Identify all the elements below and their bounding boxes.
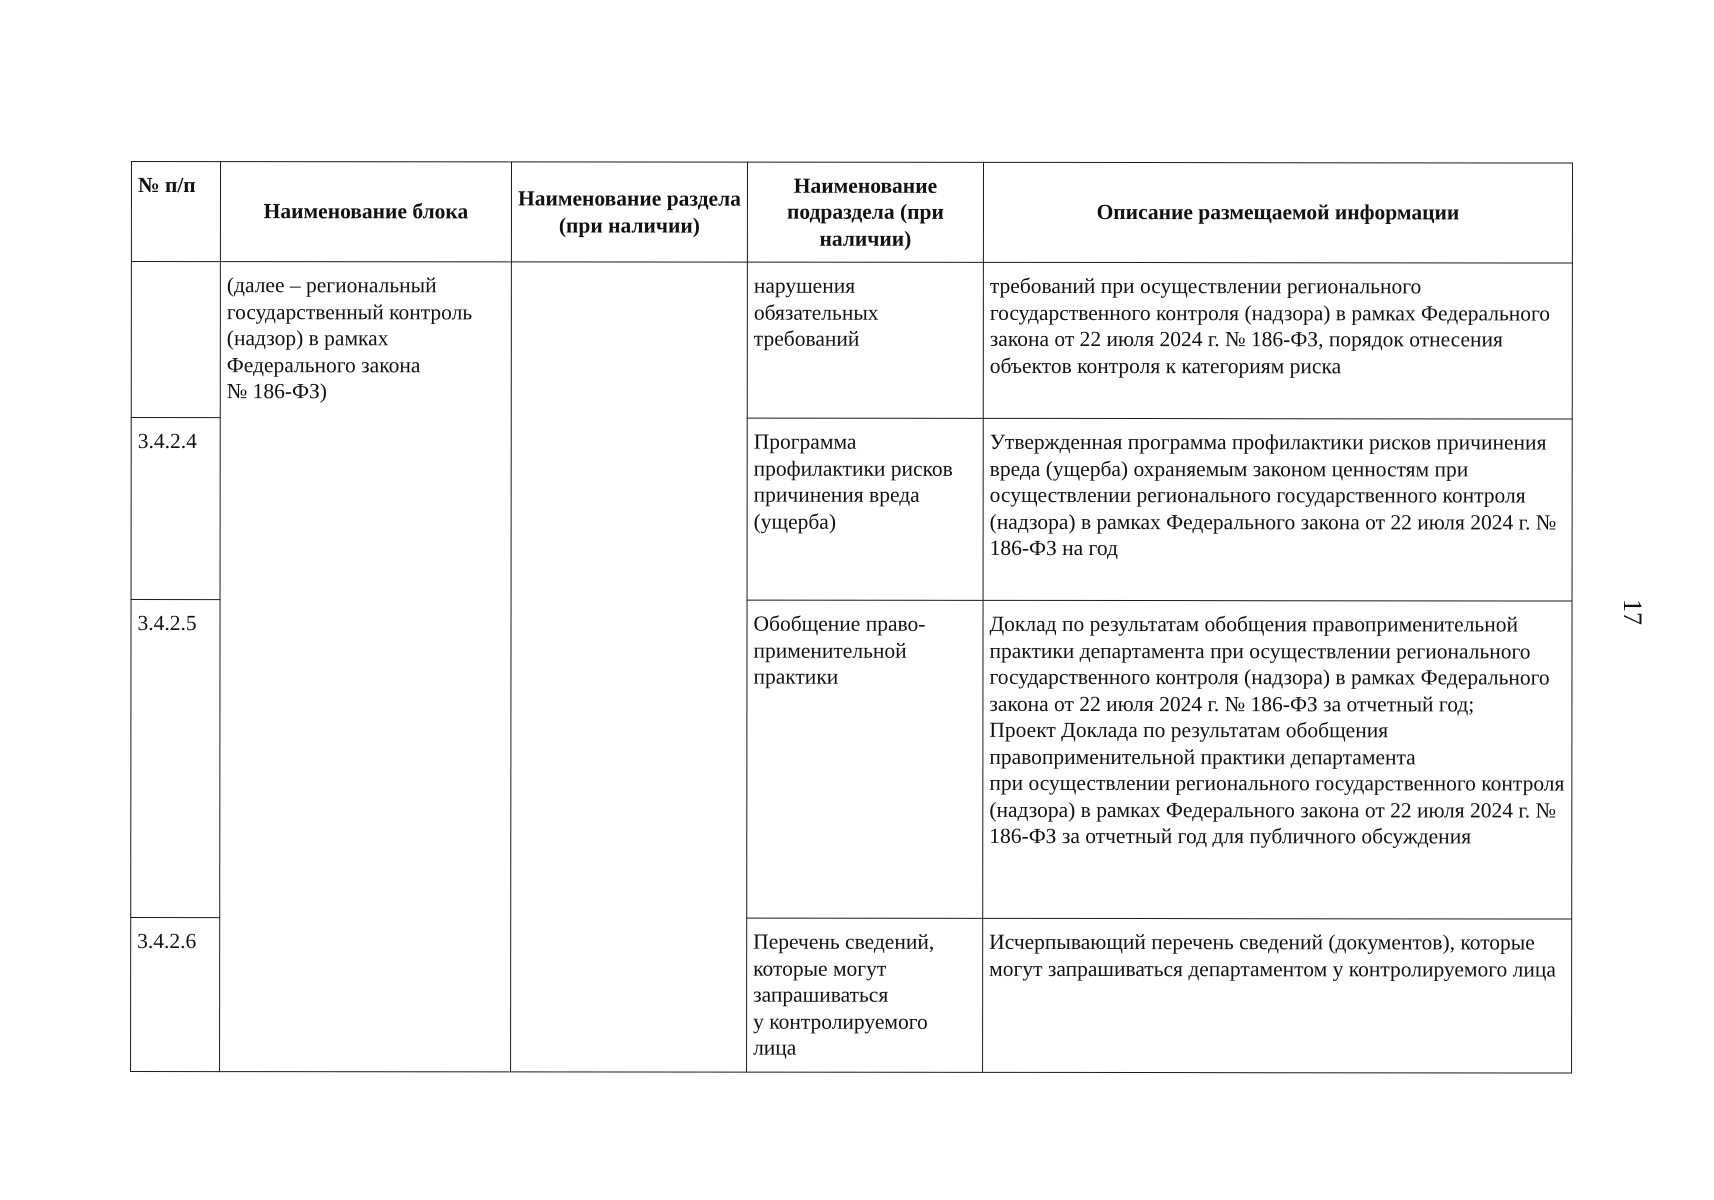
row-num: 3.4.2.6: [131, 918, 220, 1072]
description-cell: [983, 262, 1572, 419]
description-text: Утвержденная программа профилактики рисков причинения вреда (ущерба) охраняемым законом ценностям при осуществлении регионального государственного контроля (надзора) в рамках Федерального закона от 22 июля 2024 г. № 186-ФЗ на год: [989, 429, 1557, 561]
description-cell: [983, 418, 1572, 601]
header-section: Наименование раздела (при наличии): [511, 162, 747, 262]
description-text: требований при осуществлении регионального государственного контроля (надзора) в рамках Федерального закона от 22 июля 2024 г. № 186-ФЗ, порядок отнесения объектов контроля к категориям риска: [989, 273, 1551, 378]
subsection-text: нарушения обязательных требований: [753, 273, 879, 351]
subsection-cell: [747, 600, 983, 918]
block-name-text: (далее – региональный государственный контроль (надзор) в рамках Федерального закона № 186-ФЗ): [226, 273, 473, 404]
requirements-table: [130, 161, 1573, 1074]
row-num: [131, 262, 220, 418]
block-name-cell: [220, 262, 512, 1072]
subsection-cell: [747, 262, 983, 418]
subsection-text: Перечень сведений, которые могут запрашиваться у контролируемого лица: [753, 929, 935, 1060]
header-num: № п/п: [131, 162, 220, 262]
section-name-cell: [511, 262, 748, 1072]
subsection-text: Обобщение право- применительной практики: [753, 611, 926, 689]
subsection-cell: [747, 918, 983, 1072]
subsection-text: Программа профилактики рисков причинения вреда (ущерба): [753, 429, 953, 534]
row-num: 3.4.2.5: [131, 600, 220, 918]
table-header-row: [131, 162, 1572, 264]
table-row: [131, 262, 1572, 420]
description-cell: [983, 600, 1572, 919]
header-subsection: Наименование подраздела (при наличии): [747, 162, 983, 262]
page-number: 17: [1618, 599, 1647, 625]
header-description: Описание размещаемой информации: [983, 162, 1572, 263]
row-num: 3.4.2.4: [131, 418, 220, 600]
description-text: Исчерпывающий перечень сведений (документов), которые могут запрашиваться департаментом у контролируемого лица: [989, 929, 1556, 981]
description-text: Доклад по результатам обобщения правоприменительной практики департамента при осуществлении регионального государственного контроля (надзора) в рамках Федерального закона от 22 июля 2024 г. № 186-ФЗ за отчетный год; Проект Доклада по результатам обобщения правоприменительной практики департамента при осуществлении регионального государственного контроля (надзора) в рамках Федерального закона от 22 июля 2024 г. № 186-ФЗ за отчетный год для публичного обсуждения: [989, 611, 1565, 849]
subsection-cell: [747, 418, 983, 600]
description-cell: [983, 918, 1572, 1073]
header-block: Наименование блока: [220, 162, 511, 262]
